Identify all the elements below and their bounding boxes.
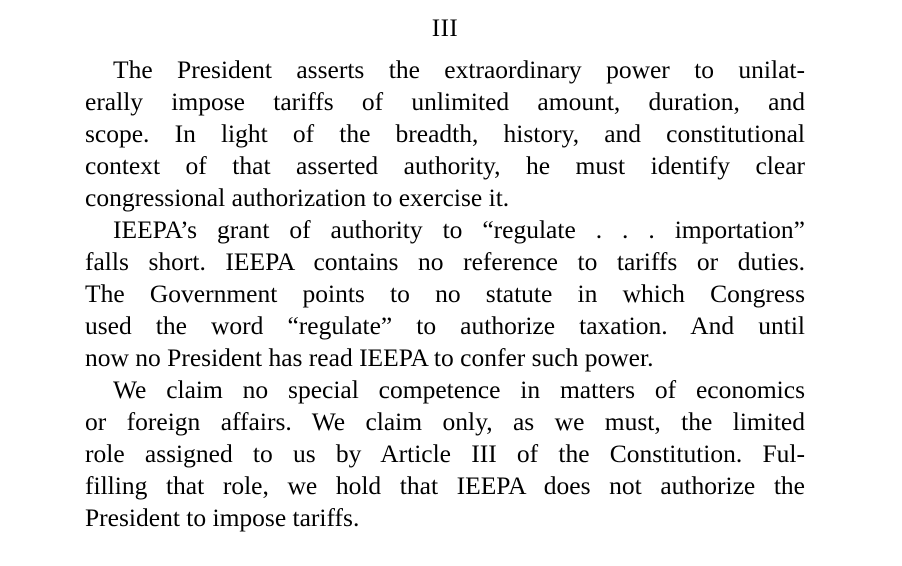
paragraph-line: scope. In light of the breadth, history, and constitutional: [85, 119, 805, 148]
paragraph-line: role assigned to us by Article III of the Constitution. Ful-: [85, 439, 805, 468]
paragraph-line: The President asserts the extraordinary power to unilat-: [113, 55, 805, 84]
paragraph-line: We claim no special competence in matters of economics: [113, 375, 805, 404]
paragraph-line: filling that role, we hold that IEEPA does not authorize the: [85, 471, 805, 500]
paragraph-2: [85, 214, 805, 374]
paragraph-line: congressional authorization to exercise it.: [85, 183, 510, 212]
paragraph-line: or foreign affairs. We claim only, as we must, the limited: [85, 407, 805, 436]
paragraph-line: The Government points to no statute in which Congress: [85, 279, 805, 308]
paragraph-line: erally impose tariffs of unlimited amount, duration, and: [85, 87, 805, 116]
section-heading: III: [431, 15, 459, 42]
paragraph-line: President to impose tariffs.: [85, 503, 360, 532]
paragraph-line: falls short. IEEPA contains no reference to tariffs or duties.: [85, 247, 805, 276]
paragraph-1: [85, 54, 805, 214]
paragraph-line: context of that asserted authority, he must identify clear: [85, 151, 805, 180]
paragraph-3: [85, 374, 805, 534]
paragraph-line: now no President has read IEEPA to confer such power.: [85, 343, 654, 372]
document-body: [85, 54, 805, 534]
paragraph-line: IEEPA’s grant of authority to “regulate . . . importation”: [113, 215, 805, 244]
paragraph-line: used the word “regulate” to authorize taxation. And until: [85, 311, 805, 340]
